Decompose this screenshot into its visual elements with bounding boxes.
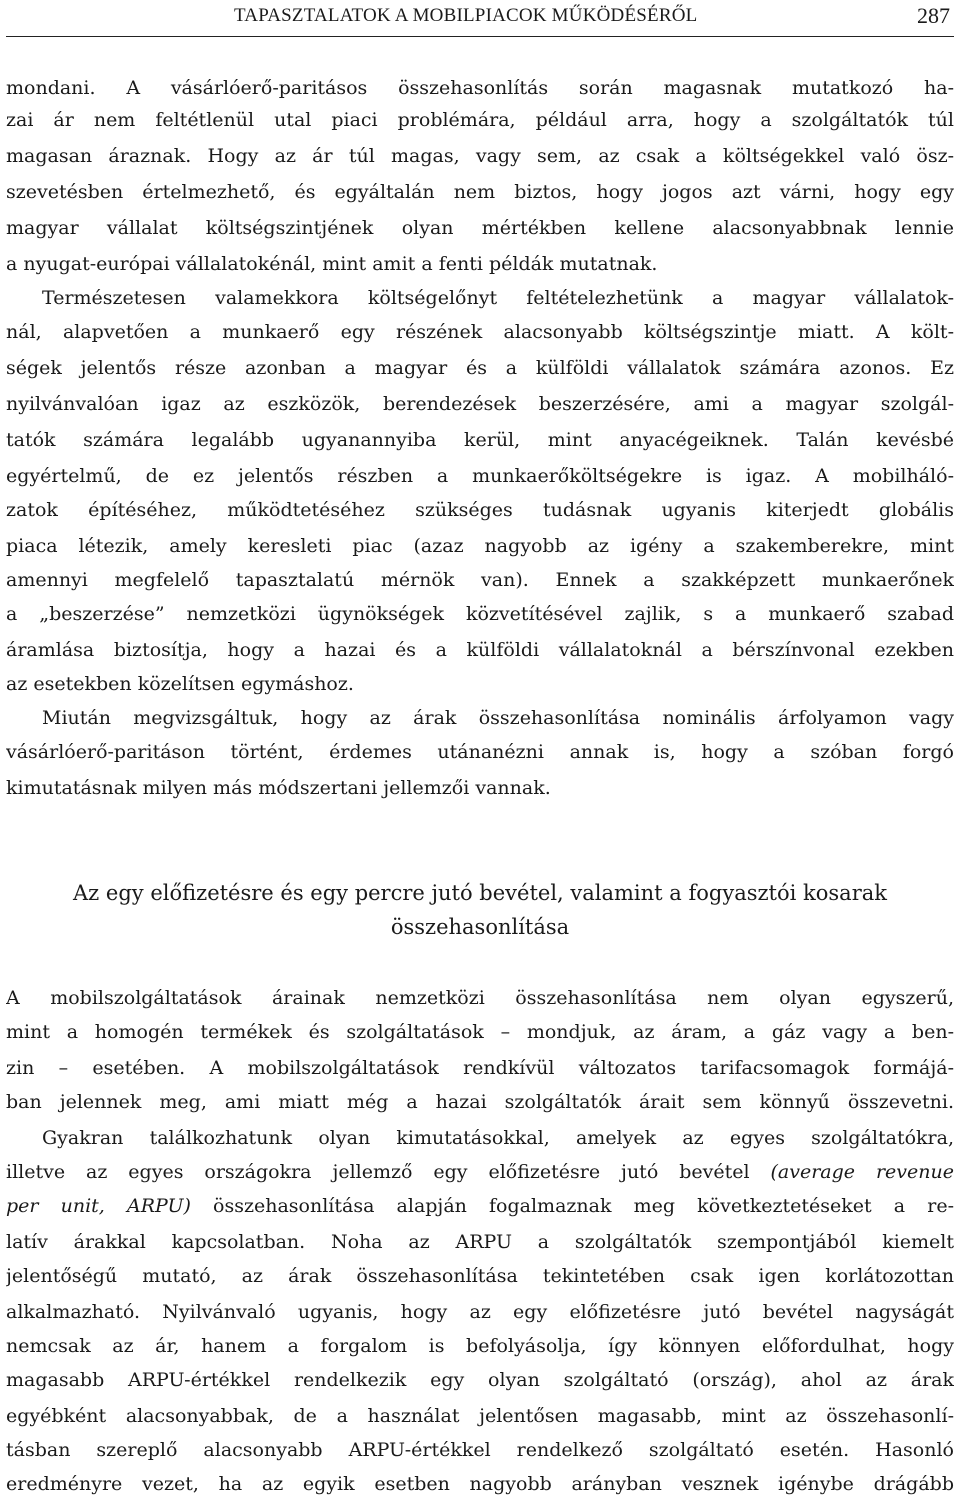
text-line: zin – esetében. A mobilszolgáltatások rendkívül változatos tarifacsomagok formájá- xyxy=(6,1057,954,1079)
text-line: az esetekben közelítsen egymáshoz. xyxy=(6,673,354,695)
italic-term: per unit, ARPU) xyxy=(6,1195,191,1217)
text-line: a nyugat-európai vállalatokénál, mint amit a fenti példák mutatnak. xyxy=(6,253,658,275)
text-line: kimutatásnak milyen más módszertani jellemzői vannak. xyxy=(6,777,551,799)
text-line: nemcsak az ár, hanem a forgalom is befolyásolja, így könnyen előfordulhat, hogy xyxy=(6,1335,954,1357)
text-line: piaca létezik, amely keresleti piac (azaz nagyobb az igény a szakemberekre, mint xyxy=(6,535,954,557)
section-title-line-2: összehasonlítása xyxy=(390,915,570,939)
page-number: 287 xyxy=(917,3,950,28)
text-segment: összehasonlítása alapján fogalmaznak meg következtetéseket a re- xyxy=(190,1195,954,1217)
text-line: eredményre vezet, ha az egyik esetben nagyobb arányban vesznek igénybe drágább xyxy=(6,1473,954,1495)
text-line: mint a homogén termékek és szolgáltatások – mondjuk, az áram, a gáz vagy a ben- xyxy=(6,1021,954,1043)
text-line: ban jelennek meg, ami miatt még a hazai szolgáltatók árait sem könnyű összevetni. xyxy=(6,1091,954,1113)
italic-term: (average revenue xyxy=(770,1161,954,1183)
text-line: mondani. A vásárlóerő-paritásos összehasonlítás során magasnak mutatkozó ha- xyxy=(6,77,954,99)
text-line: latív árakkal kapcsolatban. Noha az ARPU a szolgáltatók szempontjából kiemelt xyxy=(6,1231,954,1253)
running-head-title: TAPASZTALATOK A MOBILPIACOK MŰKÖDÉSÉRŐL xyxy=(234,5,698,26)
section-title-line-1: Az egy előfizetésre és egy percre jutó bevétel, valamint a fogyasztói kosarak xyxy=(73,881,887,905)
text-line: nál, alapvetően a munkaerő egy részének alacsonyabb költségszintje miatt. A költ- xyxy=(6,321,954,343)
running-header xyxy=(6,0,954,37)
text-line: A mobilszolgáltatások árainak nemzetközi összehasonlítása nem olyan egyszerű, xyxy=(6,987,954,1009)
text-line: jelentőségű mutató, az árak összehasonlítása tekintetében csak igen korlátozottan xyxy=(6,1265,954,1287)
text-line: zatok építéséhez, működtetéséhez szükséges tudásnak ugyanis kiterjedt globális xyxy=(6,499,954,521)
text-line: magasan áraznak. Hogy az ár túl magas, vagy sem, az csak a költségekkel való ösz- xyxy=(6,145,954,167)
text-line: vásárlóerő-paritáson történt, érdemes utánanézni annak is, hogy a szóban forgó xyxy=(6,741,954,763)
text-line: ségek jelentős része azonban a magyar és a külföldi vállalatok számára azonos. Ez xyxy=(6,357,954,379)
text-line: Természetesen valamekkora költségelőnyt feltételezhetünk a magyar vállalatok- xyxy=(42,287,954,309)
text-line: a „beszerzése” nemzetközi ügynökségek közvetítésével zajlik, s a munkaerő szabad xyxy=(6,603,954,625)
text-line-mixed xyxy=(6,1190,954,1222)
text-line-mixed xyxy=(6,1156,954,1188)
text-line: egyébként alacsonyabbak, de a használat jelentősen magasabb, mint az összehasonlí- xyxy=(6,1405,954,1427)
text-line: magasabb ARPU-értékkel rendelkezik egy olyan szolgáltató (ország), ahol az árak xyxy=(6,1369,954,1391)
text-line: zai ár nem feltétlenül utal piaci problémára, például arra, hogy a szolgáltatók túl xyxy=(6,109,954,131)
text-line: tatók számára legalább ugyanannyiba kerül, mint anyacégeiknek. Talán kevésbé xyxy=(6,429,954,451)
text-line: Gyakran találkozhatunk olyan kimutatásokkal, amelyek az egyes szolgáltatókra, xyxy=(42,1127,954,1149)
text-line: nyilvánvalóan igaz az eszközök, berendezések beszerzésére, ami a magyar szolgál- xyxy=(6,393,954,415)
text-line: alkalmazható. Nyilvánvaló ugyanis, hogy az egy előfizetésre jutó bevétel nagyságát xyxy=(6,1301,954,1323)
text-line: amennyi megfelelő tapasztalatú mérnök van). Ennek a szakképzett munkaerőnek xyxy=(6,569,954,591)
text-line: tásban szereplő alacsonyabb ARPU-értékkel rendelkező szolgáltató esetén. Hasonló xyxy=(6,1439,954,1461)
text-line: áramlása biztosítja, hogy a hazai és a külföldi vállalatoknál a bérszínvonal ezekben xyxy=(6,639,954,661)
text-line: Miután megvizsgáltuk, hogy az árak összehasonlítása nominális árfolyamon vagy xyxy=(42,707,954,729)
text-line: szevetésben értelmezhető, és egyáltalán nem biztos, hogy jogos azt várni, hogy egy xyxy=(6,181,954,203)
text-segment: illetve az egyes országokra jellemző egy előfizetésre jutó bevétel xyxy=(6,1161,771,1183)
text-line: magyar vállalat költségszintjének olyan mértékben kellene alacsonyabbnak lennie xyxy=(6,217,954,239)
text-line: egyértelmű, de ez jelentős részben a munkaerőköltségekre is igaz. A mobilháló- xyxy=(6,465,954,487)
